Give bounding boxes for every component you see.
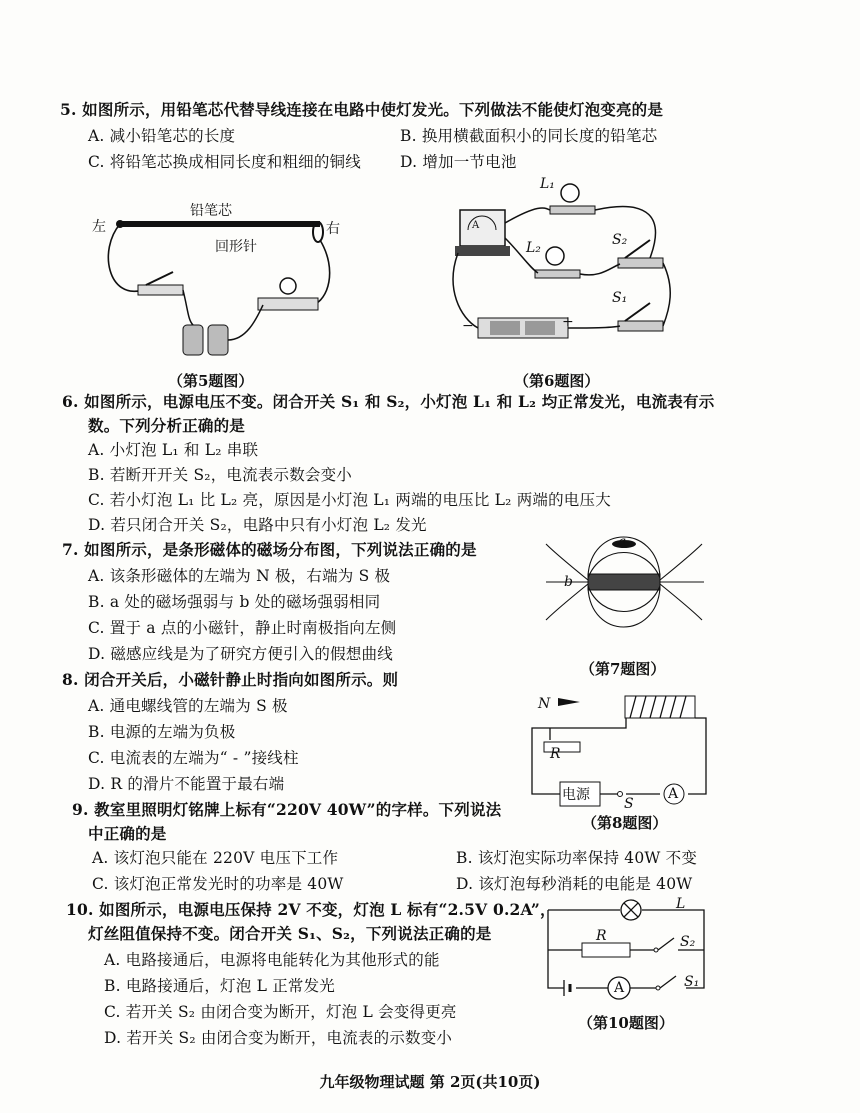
q8-label-source: 电源 (562, 787, 590, 803)
q10-label-ammeter: A (614, 980, 625, 996)
switch-s2 (618, 258, 663, 268)
q8-option-b: B. 电源的左端为负极 (88, 723, 236, 741)
q10-label-r: R (596, 928, 607, 944)
q10-label-s2: S₂ (680, 934, 696, 950)
q10-option-a: A. 电路接通后，电源将电能转化为其他形式的能 (104, 951, 440, 969)
q5-option-c: C. 将铅笔芯换成相同长度和粗细的铜线 (88, 153, 361, 171)
q7-option-b: B. a 处的磁场强弱与 b 处的磁场强弱相同 (88, 593, 381, 611)
q9-stem-line2: 中正确的是 (88, 824, 167, 843)
q7-stem: 7. 如图所示，是条形磁体的磁场分布图，下列说法正确的是 (62, 540, 477, 559)
compass-needle (558, 698, 580, 706)
q6-label-s1: S₁ (612, 290, 628, 306)
q5-label-pencil: 铅笔芯 (190, 203, 232, 219)
q7-caption: （第7题图） (580, 660, 666, 678)
q6-label-plus: + (562, 314, 574, 330)
q10-option-c: C. 若开关 S₂ 由闭合变为断开，灯泡 L 会变得更亮 (104, 1003, 457, 1021)
q7-label-b: b (564, 574, 573, 590)
q6-label-l1: L₁ (540, 176, 555, 192)
q6-option-b: B. 若断开开关 S₂，电流表示数会变小 (88, 466, 353, 484)
q8-stem: 8. 闭合开关后，小磁针静止时指向如图所示。则 (62, 670, 399, 689)
q5-option-d: D. 增加一节电池 (400, 153, 517, 171)
q8-label-n: N (538, 696, 551, 712)
q5-label-right: 右 (326, 221, 340, 237)
q10-stem-line1: 10. 如图所示，电源电压保持 2V 不变，灯泡 L 标有“2.5V 0.2A”， (66, 900, 556, 919)
q5-figure (88, 190, 388, 370)
q9-option-c: C. 该灯泡正常发光时的功率是 40W (92, 875, 344, 893)
q8-caption: （第8题图） (582, 814, 668, 832)
q6-option-d: D. 若只闭合开关 S₂，电路中只有小灯泡 L₂ 发光 (88, 516, 427, 534)
q9-option-a: A. 该灯泡只能在 220V 电压下工作 (92, 849, 339, 867)
q10-option-d: D. 若开关 S₂ 由闭合变为断开，电流表的示数变小 (104, 1029, 453, 1047)
q8-label-s: S (624, 796, 634, 812)
q6-stem-line1: 6. 如图所示，电源电压不变。闭合开关 S₁ 和 S₂，小灯泡 L₁ 和 L₂ 均正常发光，电流表有示 (62, 392, 715, 411)
switch-s1 (618, 321, 663, 331)
q6-label-minus: − (462, 318, 474, 334)
q6-caption: （第6题图） (514, 372, 600, 390)
bulb-l1 (561, 184, 579, 202)
q5-option-b: B. 换用横截面积小的同长度的铅笔芯 (400, 127, 658, 145)
q10-figure (546, 898, 716, 1008)
page-footer: 九年级物理试题 第 2页(共10页) (319, 1073, 541, 1091)
q9-option-d: D. 该灯泡每秒消耗的电能是 40W (456, 875, 693, 893)
bulb-l2 (546, 247, 564, 265)
q5-option-a: A. 减小铅笔芯的长度 (88, 127, 236, 145)
q8-option-c: C. 电流表的左端为“ - ”接线柱 (88, 749, 299, 767)
q10-label-s1: S₁ (684, 974, 700, 990)
q5-stem: 5. 如图所示，用铅笔芯代替导线连接在电路中使灯发光。下列做法不能使灯泡变亮的是 (60, 100, 664, 119)
q5-caption: （第5题图） (168, 372, 254, 390)
q6-option-a: A. 小灯泡 L₁ 和 L₂ 串联 (88, 441, 259, 459)
q5-label-left: 左 (92, 219, 106, 235)
q7-option-a: A. 该条形磁体的左端为 N 极，右端为 S 极 (88, 567, 391, 585)
q10-label-l: L (676, 896, 686, 912)
q6-option-c: C. 若小灯泡 L₁ 比 L₂ 亮，原因是小灯泡 L₁ 两端的电压比 L₂ 两端的电压大 (88, 491, 611, 509)
q10-caption: （第10题图） (578, 1014, 674, 1032)
q9-option-b: B. 该灯泡实际功率保持 40W 不变 (456, 849, 698, 867)
q6-figure (450, 178, 680, 358)
q6-label-l2: L₂ (526, 240, 541, 256)
q8-label-ammeter: A (668, 786, 679, 802)
q5-label-clip: 回形针 (215, 239, 257, 255)
q10-option-b: B. 电路接通后，灯泡 L 正常发光 (104, 977, 335, 995)
ammeter-body (460, 210, 505, 246)
q7-option-c: C. 置于 a 点的小磁针，静止时南极指向左侧 (88, 619, 397, 637)
q10-stem-line2: 灯丝阻值保持不变。闭合开关 S₁、S₂，下列说法正确的是 (88, 924, 492, 943)
q9-stem-line1: 9. 教室里照明灯铭牌上标有“220V 40W”的字样。下列说法 (72, 800, 502, 819)
bar-magnet (588, 574, 660, 590)
q7-label-a: a (618, 534, 627, 550)
q8-option-a: A. 通电螺线管的左端为 S 极 (88, 697, 288, 715)
resistor-r (582, 943, 630, 957)
q6-label-ammeter: A (472, 220, 480, 231)
q7-option-d: D. 磁感应线是为了研究方便引入的假想曲线 (88, 645, 393, 663)
q8-label-r: R (550, 746, 561, 762)
q6-stem-line2: 数。下列分析正确的是 (88, 416, 246, 435)
q8-option-d: D. R 的滑片不能置于最右端 (88, 775, 285, 793)
q6-label-s2: S₂ (612, 232, 628, 248)
